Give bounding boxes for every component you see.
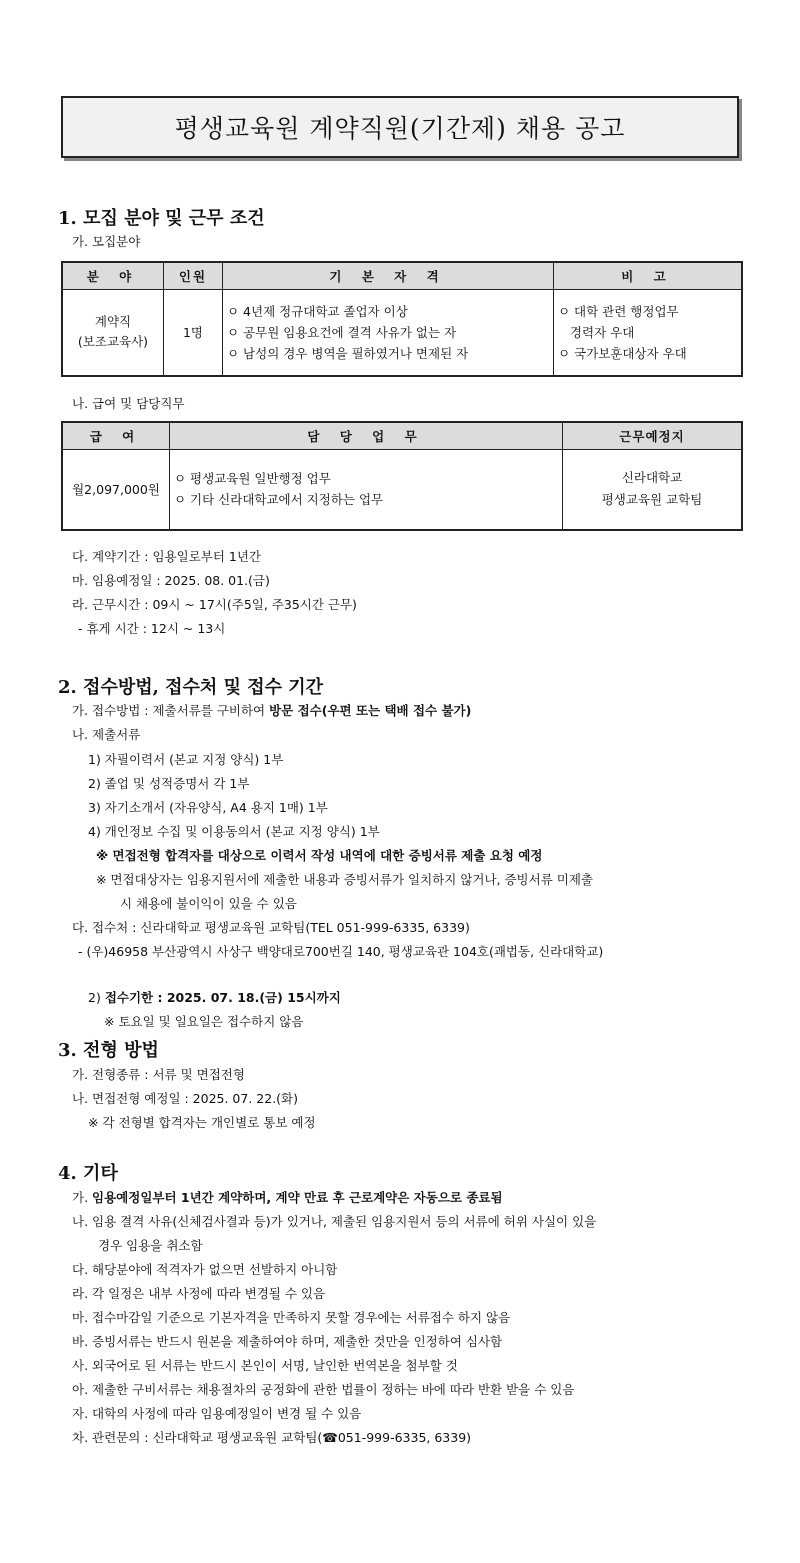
s4-c: 다. 해당분야에 적격자가 없으면 선발하지 아니함 [72, 1262, 338, 1277]
place-cell: 신라대학교 평생교육원 교학팀 [563, 450, 743, 530]
s4-i: 자. 대학의 사정에 따라 임용예정일이 변경 될 수 있음 [72, 1406, 362, 1421]
th-note: 비 고 [554, 262, 743, 290]
s2-deadline: 2) 접수기한 : 2025. 07. 18.(금) 15시까지 [88, 990, 341, 1005]
s4-d: 라. 각 일정은 내부 사정에 따라 변경될 수 있음 [72, 1286, 326, 1301]
s2-a: 가. 접수방법 : 제출서류를 구비하여 방문 접수(우편 또는 택배 접수 불가) [72, 703, 472, 718]
s2-note2a: ※ 면접대상자는 임용지원서에 제출한 내용과 증빙서류가 일치하지 않거나, 증빙서류 미제출 [96, 872, 593, 887]
th-field: 분 야 [62, 262, 164, 290]
duty-item: ㅇ 기타 신라대학교에서 지정하는 업무 [174, 492, 384, 508]
s2-addr: - (우)46958 부산광역시 사상구 백양대로700번길 140, 평생교육관 104호(괘법동, 신라대학교) [78, 944, 604, 959]
duty-item: ㅇ 평생교육원 일반행정 업무 [174, 471, 331, 487]
page-title: 평생교육원 계약직원(기간제) 채용 공고 [174, 114, 626, 143]
qual-item: ㅇ 4년제 정규대학교 졸업자 이상 [227, 303, 408, 319]
salary-table [61, 421, 743, 531]
s1-d: 마. 임용예정일 : 2025. 08. 01.(금) [72, 573, 270, 588]
s2-c: 다. 접수처 : 신라대학교 평생교육원 교학팀(TEL 051-999-6335, 6339) [72, 920, 470, 935]
section-2-heading: 2. 접수방법, 접수처 및 접수 기간 [58, 677, 324, 698]
note-item: 경력자 우대 [558, 324, 635, 340]
title-box [61, 96, 739, 158]
qual-cell [223, 290, 554, 376]
s4-h: 아. 제출한 구비서류는 채용절차의 공정화에 관한 법률이 정하는 바에 따라 반환 받을 수 있음 [72, 1382, 575, 1397]
duty-cell [170, 450, 563, 530]
s1-a: 가. 모집분야 [72, 234, 141, 249]
note-item: ㅇ 국가보훈대상자 우대 [558, 345, 687, 361]
field-cell: 계약직 (보조교육사) [62, 290, 164, 376]
s3-a: 가. 전형종류 : 서류 및 면접전형 [72, 1067, 245, 1082]
s4-f: 바. 증빙서류는 반드시 원본을 제출하여야 하며, 제출한 것만을 인정하여 심사함 [72, 1334, 503, 1349]
th-duty: 담 당 업 무 [170, 422, 563, 450]
s1-c: 다. 계약기간 : 임용일로부터 1년간 [72, 549, 262, 564]
s1-b: 나. 급여 및 담당직무 [72, 396, 185, 411]
section-3-heading: 3. 전형 방법 [58, 1040, 159, 1061]
s4-a: 가. 임용예정일부터 1년간 계약하며, 계약 만료 후 근로계약은 자동으로 종료됨 [72, 1190, 503, 1205]
recruit-table [61, 261, 743, 377]
section-1-heading: 1. 모집 분야 및 근무 조건 [58, 208, 265, 229]
s1-e: 라. 근무시간 : 09시 ~ 17시(주5일, 주35시간 근무) [72, 597, 357, 612]
note-item: ㅇ 대학 관련 행정업무 [558, 303, 679, 319]
s4-e: 마. 접수마감일 기준으로 기본자격을 만족하지 못할 경우에는 서류접수 하지 않음 [72, 1310, 511, 1325]
th-count: 인원 [164, 262, 223, 290]
th-qual: 기 본 자 격 [223, 262, 554, 290]
qual-item: ㅇ 남성의 경우 병역을 필하였거나 면제된 자 [227, 345, 469, 361]
doc-item: 4) 개인정보 수집 및 이용동의서 (본교 지정 양식) 1부 [88, 824, 380, 839]
section-4-heading: 4. 기타 [58, 1163, 118, 1184]
s3-b: 나. 면접전형 예정일 : 2025. 07. 22.(화) [72, 1091, 298, 1106]
qual-item: ㅇ 공무원 임용요건에 결격 사유가 없는 자 [227, 324, 457, 340]
doc-item: 2) 졸업 및 성적증명서 각 1부 [88, 776, 250, 791]
doc-item: 3) 자기소개서 (자유양식, A4 용지 1매) 1부 [88, 800, 328, 815]
doc-item: 1) 자필이력서 (본교 지정 양식) 1부 [88, 752, 284, 767]
s2-note2b: 시 채용에 불이익이 있을 수 있음 [120, 896, 297, 911]
th-salary: 급 여 [62, 422, 170, 450]
s4-b2: 경우 임용을 취소함 [98, 1238, 203, 1253]
s2-note1: ※ 면접전형 합격자를 대상으로 이력서 작성 내역에 대한 증빙서류 제출 요청 예정 [96, 848, 543, 863]
s4-b1: 나. 임용 결격 사유(신체검사결과 등)가 있거나, 제출된 임용지원서 등의 서류에 허위 사실이 있을 [72, 1214, 597, 1229]
th-place: 근무예정지 [563, 422, 743, 450]
s3-note: ※ 각 전형별 합격자는 개인별로 통보 예정 [88, 1115, 316, 1130]
s4-g: 사. 외국어로 된 서류는 반드시 본인이 서명, 날인한 번역본을 첨부할 것 [72, 1358, 458, 1373]
salary-cell: 월2,097,000원 [62, 450, 170, 530]
s1-f: - 휴게 시간 : 12시 ~ 13시 [78, 621, 226, 636]
s2-b: 나. 제출서류 [72, 727, 141, 742]
s2-deadline-note: ※ 토요일 및 일요일은 접수하지 않음 [104, 1014, 304, 1029]
note-cell [554, 290, 743, 376]
count-cell: 1명 [164, 290, 223, 376]
s4-j: 차. 관련문의 : 신라대학교 평생교육원 교학팀(☎051-999-6335, 6339) [72, 1430, 472, 1445]
